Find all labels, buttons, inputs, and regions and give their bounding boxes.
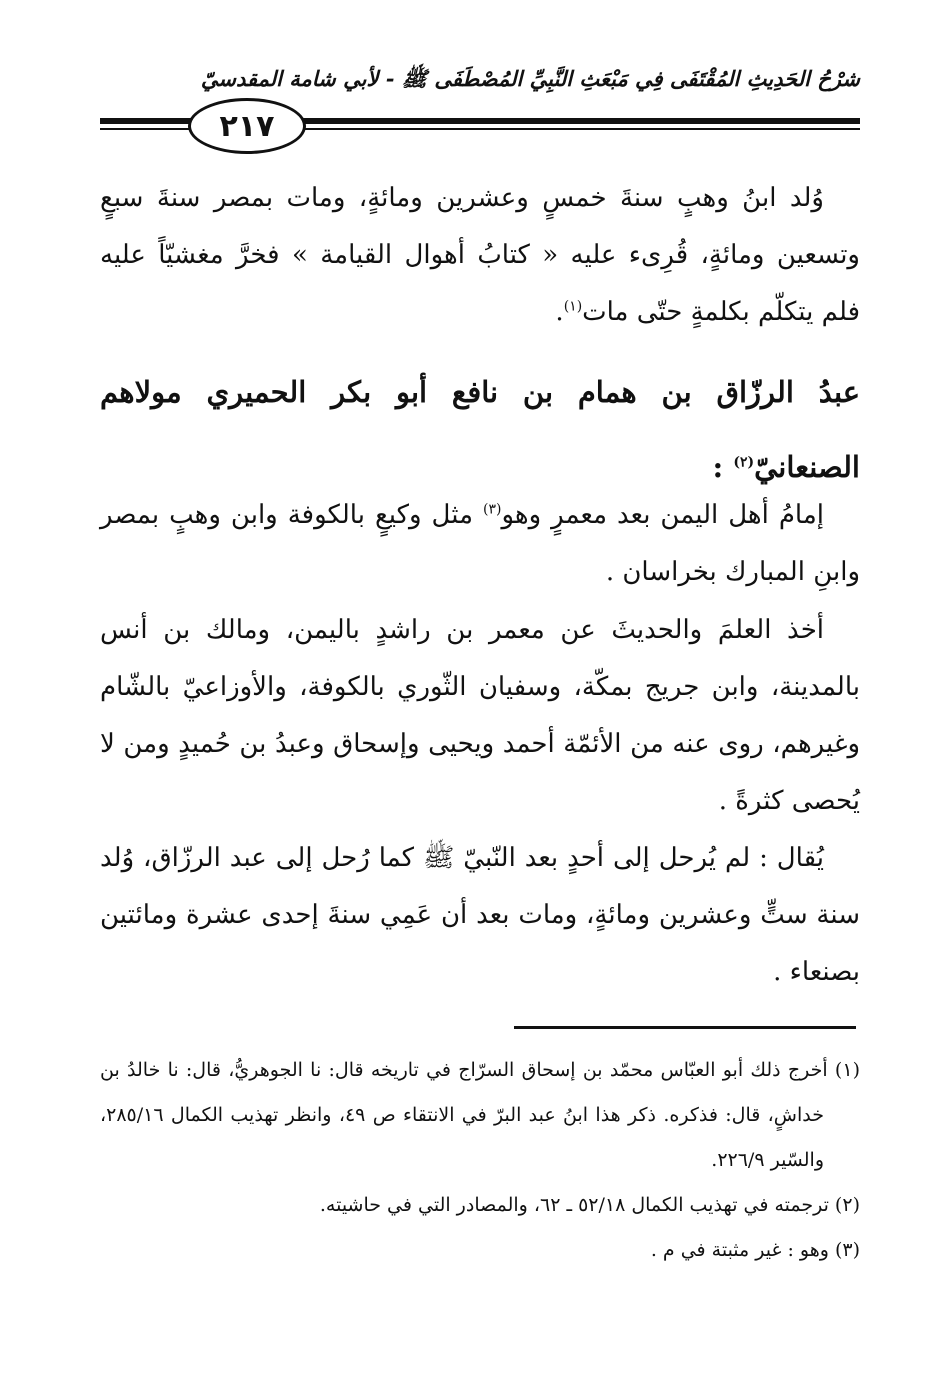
running-header-title: شرْحُ الحَدِيثِ المُقْتَفَى فِي مَبْعَثِ النَّبِيِّ المُصْطَفَى ﷺ - لأبي شامة المقدسيّ: [200, 66, 860, 91]
paragraph-imam-yemen: [100, 487, 860, 601]
paragraph-end: .: [555, 297, 564, 327]
footnote-ref: (١): [563, 298, 583, 315]
footnote-3: (٣) وهو : غير مثبتة في م .: [650, 1239, 860, 1261]
footnote-separator: [514, 1026, 856, 1029]
footnote-2: (٢) ترجمته في تهذيب الكمال ٥٢/١٨ ـ ٦٢، والمصادر التي في حاشيته.: [319, 1194, 860, 1216]
footnote-ref: (٣): [483, 501, 502, 518]
paragraph-teachers: أخذ العلمَ والحديثَ عن معمر بن راشدٍ باليمن، ومالك بن أنس بالمدينة، وابن جريج بمكّة، وسفيان الثّوري بالكوفة، والأوزاعيّ بالشّام وغيرهم، روى عنه من الأئمّة أحمد ويحيى وإسحاق وعبدُ بن حُميدٍ ومن لا يُحصى كثرةً .: [100, 615, 860, 816]
paragraph-text: وُلد ابنُ وهبٍ سنةَ خمسٍ وعشرين ومائةٍ، ومات بمصر سنةَ سبعٍ وتسعين ومائةٍ، قُرِىء عليه « كتابُ أهوال القيامة » فخرَّ مغشيّاً عليه فلم يتكلّم بكلمةٍ حتّى مات: [100, 183, 860, 327]
footnote-ref: (٢): [733, 454, 755, 471]
section-heading-abdurrazzaq: [100, 355, 860, 505]
page-number-badge: ٢١٧: [188, 98, 306, 154]
footnote-1: (١) أخرج ذلك أبو العبّاس محمّد بن إسحاق السرّاج في تاريخه قال: نا الجوهريُّ، قال: نا خالدُ بن خداشٍ، قال: فذكره. ذكر هذا ابنُ عبد البرّ في الانتقاء ص ٤٩، وانظر تهذيب الكمال ٢٨٥/١٦، والسّير ٢٢٦/٩.: [100, 1059, 860, 1171]
paragraph-text-cont: مثل وكيعٍ بالكوفة وابن وهبٍ بمصر وابنِ المبارك بخراسان .: [100, 500, 860, 587]
heading-colon: :: [712, 450, 734, 484]
heading-text: عبدُ الرزّاق بن همام بن نافع أبو بكر الحميري مولاهم الصنعانيّ: [100, 375, 860, 484]
paragraph-ibn-wahb: [100, 170, 860, 341]
footnotes: [100, 1048, 860, 1273]
paragraph-text: إمامُ أهل اليمن بعد معمرٍ وهو: [501, 500, 825, 530]
paragraph-travel: يُقال : لم يُرحل إلى أحدٍ بعد النّبيّ ﷺ كما رُحل إلى عبد الرزّاق، وُلد سنة ستٍّ وعشرين ومائةٍ، ومات بعد أن عَمِي سنةَ إحدى عشرة ومائتين بصنعاء .: [100, 843, 860, 987]
